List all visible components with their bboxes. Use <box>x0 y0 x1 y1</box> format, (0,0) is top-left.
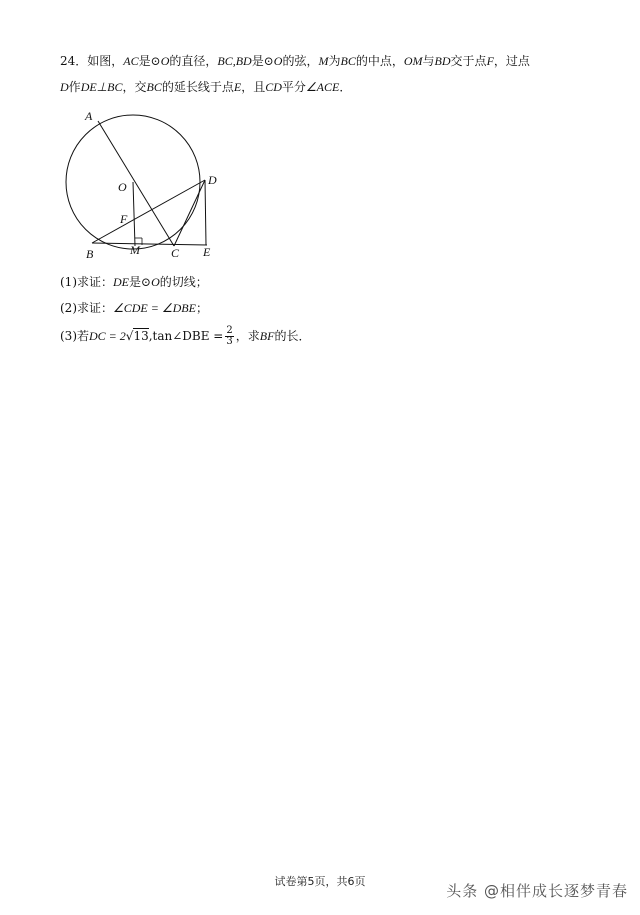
chord-bd <box>92 180 205 243</box>
label-m: M <box>130 243 140 257</box>
part-2: (2)求证：∠CDE = ∠DBE； <box>60 301 208 315</box>
question-line-2: D作DE⊥BC，交BC的延长线于点E，且CD平分∠ACE． <box>60 80 352 94</box>
segment-de <box>205 180 206 245</box>
label-e: E <box>203 245 211 259</box>
segment-om <box>133 182 135 246</box>
label-a: A <box>85 109 93 123</box>
fraction: $\frac{2}{3}$ <box>226 325 233 347</box>
label-o: O <box>118 180 127 194</box>
part-1: (1)求证：DE是⊙O的切线； <box>60 275 208 289</box>
question-number: 24． <box>60 54 88 68</box>
part-3: (3)若DC = 2√13,tan∠DBE = $\frac{2}{3}$ ，求BF的长． <box>60 325 311 347</box>
page-footer: 试卷第5页，共6页 <box>274 875 366 888</box>
label-b: B <box>86 247 94 261</box>
label-c: C <box>171 246 180 260</box>
question-line-1: 24．如图，AC是⊙O的直径，BC,BD是⊙O的弦，M为BC的中点，OM与BD交于点F，过点 <box>60 54 530 68</box>
label-d: D <box>208 173 217 187</box>
geometry-figure <box>60 104 230 264</box>
label-f: F <box>120 212 128 226</box>
sqrt-sign: √ <box>125 329 134 343</box>
diameter-ac <box>98 121 174 246</box>
watermark: 头条 @相伴成长逐梦青春 <box>446 882 628 900</box>
segment-cd <box>174 180 205 246</box>
